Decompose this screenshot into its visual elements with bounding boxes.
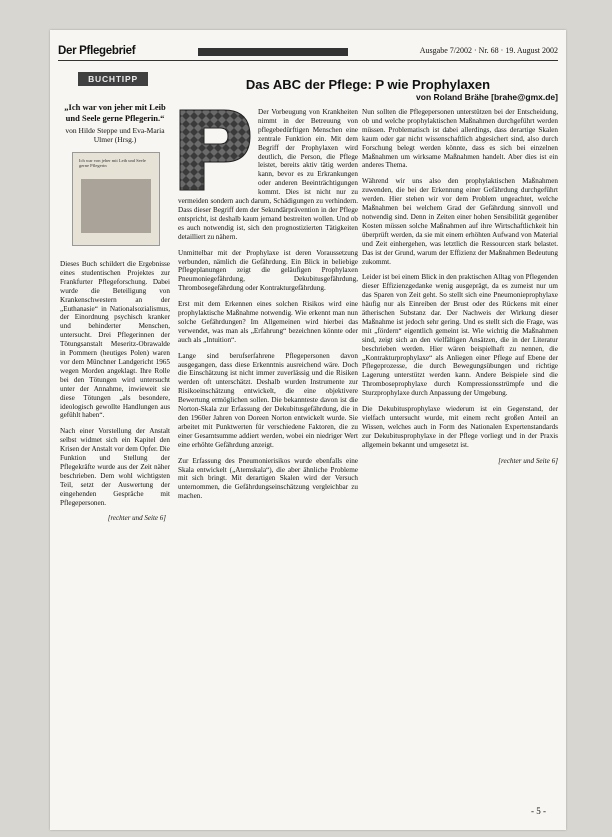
book-title: „Ich war von jeher mit Leib und Seele gerne Pflegerin.“	[64, 102, 166, 123]
article-signature: [rechter und Seite 6]	[498, 456, 558, 465]
dropcap-p-icon	[178, 108, 252, 192]
article-paragraph: Die Dekubitusprophylaxe wiederum ist ein Gegenstand, der vielfach untersucht wurde, mit einem recht großen Anteil an Wissen, welches auch in Form des Nationalen Expertenstandards zur Dekubitusprophylaxe in der Pflege vorliegt und in der Praxis allgemein bekannt und umgesetzt ist.	[362, 405, 558, 449]
article-paragraph: Der Vorbeugung von Krankheiten nimmt in der Betreuung von pflegebedürftigen Menschen eine zentrale Funktion ein. Mit dem Begriff der Prophylaxen wird deutlich, die Person, die Pflege leistet, bereits aktiv tätig werden kann, bevor es zu Erkrankungen oder anderen Beeinträchtigungen kommt. Dies ist nicht nur zu vermeiden sondern auch darum, Schädigungen zu verhindern. Dass dieser Begriff dem der Sekundärprävention in der Pflege entspricht, ist deshalb kaum jemand bestreiten wollen. Und ob es auch notwendig ist, sich den prognostizierten Tätigkeiten detailliert zu nähern.	[178, 108, 358, 241]
article-paragraph: Leider ist bei einem Blick in den praktischen Alltag von Pflegenden dieser Effizienzgedanke wenig ausgeprägt, da es zumeist nur um das Sparen von Zeit geht. So stellt sich eine Pneumonieprophylaxe häufig nur als Einreiben der Brust oder des Rückens mit einer ätherischen Substanz dar. Der Nachweis der Wirkung dieser Maßnahme ist jedoch sehr gering. Und es stellt sich die Frage, was mit „fördern“ eigentlich gemeint ist. Wie wichtig die Maßnahmen sind, zeigt sich an den vielfältigen Ansätzen, die in der Literatur beschrieben werden. Hier wären beispielhaft zu nennen, die „Kontrakturprophylaxe“ als Anliegen einer Pflege auf Ebene der Pflegeprozesse, die durch Bewegungsübungen und richtige Lagerung unterstützt werden kann. Andere Beispiele sind die Thromboseprophylaxe durch Kompressionsstrümpfe und die Sturzprophylaxe durch Anpassung der Umgebung.	[362, 273, 558, 398]
newsletter-page	[50, 30, 566, 830]
header-bar	[198, 48, 348, 56]
article-paragraph: Nun sollten die Pflegepersonen unterstützen bei der Entscheidung, ob und welche prophylaktischen Maßnahmen durchgeführt werden müssen. Problematisch ist dabei allerdings, dass derartige Skalen kaum oder gar nicht wissenschaftlich abgesichert sind, also durch Forschung belegt werden könnte, dass es sich bei einzelnen Maßnahmen um wirksame Maßnahmen handelt. Aber dies ist ein anderes Thema.	[362, 108, 558, 170]
article-paragraph: Erst mit dem Erkennen eines solchen Risikos wird eine prophylaktische Maßnahme notwendig. Wie erkennt man nun solche Gefährdungen? Im Allgemeinen wird hierbei das verwendet, was man als „Erfahrung“ bezeichnen könnte oder auch als „Intuition“.	[178, 300, 358, 344]
article-paragraph: Zur Erfassung des Pneumonierisikos wurde ebenfalls eine Skala entwickelt („Atemskala“), die aber ähnliche Probleme mit sich bringt. Mit derartigen Skalen wird der Versuch unternommen, die Gefährdungseinschätzung vergleichbar zu machen.	[178, 456, 358, 501]
book-tip-badge: BUCHTIPP	[78, 72, 148, 86]
review-paragraph: Nach einer Vorstellung der Anstalt selbst widmet sich ein Kapitel den Krisen der Anstalt vor dem Opfer. Die Funktion und Stellung der Pflegekräfte wurde aus der Zeit näher beschrieben. Dem wohl wichtigsten Teil, setzt der Auswertung der eingehenden Gespräche mit Pflegepersonen.	[60, 427, 170, 507]
book-authors: von Hilde Steppe und Eva-Maria Ulmer (Hrsg.)	[65, 126, 165, 144]
article-paragraph: Lange sind berufserfahrene Pflegepersonen davon ausgegangen, dass diese Erkenntnis ausreichend wäre. Doch die Einschätzung ist nicht immer zuverlässig und die Risiken werden oft unterschätzt. Deshalb wurden Instrumente zur Risikoeinschätzung entwickelt, die eine objektivere Bewertung ermöglichen sollen. Die bekannteste davon ist die Norton-Skala zur Erfassung der Dekubitusgefährdung, die in den 1960er Jahren von Doreen Norton entwickelt wurde. Sie arbeitet mit Punktwerten für verschiedene Faktoren, die zu einer Gesamtsumme addiert werden, wobei ein niedriger Wert eine erhöhte Gefährdung anzeigt.	[178, 351, 358, 449]
article-paragraph: Unmittelbar mit der Prophylaxe ist deren Voraussetzung verbunden, nämlich die Gefährdung. Ein Blick in beliebige Pflegeplanungen zeigt die geläufigen Prophylaxen Pneumoniegefährdung, Dekubitusgefährdung, Thrombosegefährdung oder Kontrakturgefährdung.	[178, 248, 358, 293]
book-tip-sidebar	[58, 66, 172, 822]
book-cover-photo	[81, 179, 151, 233]
book-review-text	[60, 260, 170, 523]
issue-info: Ausgabe 7/2002 · Nr. 68 · 19. August 2002	[419, 46, 558, 55]
book-cover-text: Ich war von jeher mit Leib und Seele gerne Pflegerin	[79, 158, 146, 168]
newsletter-logo: Der Pflegebrief	[58, 45, 136, 57]
page-header	[58, 46, 558, 61]
article-column-right	[362, 108, 558, 822]
review-signature: [rechter und Seite 6]	[107, 514, 166, 523]
article-paragraph: Während wir uns also den prophylaktischen Maßnahmen zuwenden, die bei der Erkennung einer Gefährdung durchgeführt werden. Hier stehen wir vor dem Problem ungeachtet, welche Maßnahmen bei welchem Grad der Gefährdung sinnvoll und notwendig sind. Denn in Zeiten einer hohen Sensibilität gegenüber Kosten müssen solche Maßnahmen auf ihre Wirtschaftlichkeit hin überprüft werden, da sie mit einem erhöhten Aufwand von Material und Zeit einhergehen, was letztlich die Ressourcen stark belastet. Das ist der Grund, warum der Effizienz der Maßnahmen Bedeutung zukommt.	[362, 177, 558, 266]
article-byline: von Roland Brähe [brahe@gmx.de]	[416, 92, 558, 102]
page-number: - 5 -	[531, 806, 546, 816]
article-column-left	[178, 108, 358, 822]
article-title: Das ABC der Pflege: P wie Prophylaxen	[245, 77, 491, 92]
book-cover-image	[72, 152, 160, 246]
review-paragraph: Dieses Buch schildert die Ergebnisse eines studentischen Projektes zur Frankfurter Pflegeforschung. Dabei wurde die Beteiligung von Krankenschwestern an der „Euthanasie“ in Nationalsozialismus, der Einordnung psychisch kranker und behinderter Menschen, untersucht. Drei Pflegerinnen der Tötungsanstalt Meseritz-Obrawalde in Pommern (heutiges Polen) waren vor dem Münchner Landgericht 1965 wegen Morden angeklagt. Ihre Rolle bei den Tötungen wird untersucht unter der Annahme, inwieweit sie diese Tötungen „als besondere, ideologisch gewollte Handlungen aus gefühlt haben“.	[60, 260, 170, 420]
